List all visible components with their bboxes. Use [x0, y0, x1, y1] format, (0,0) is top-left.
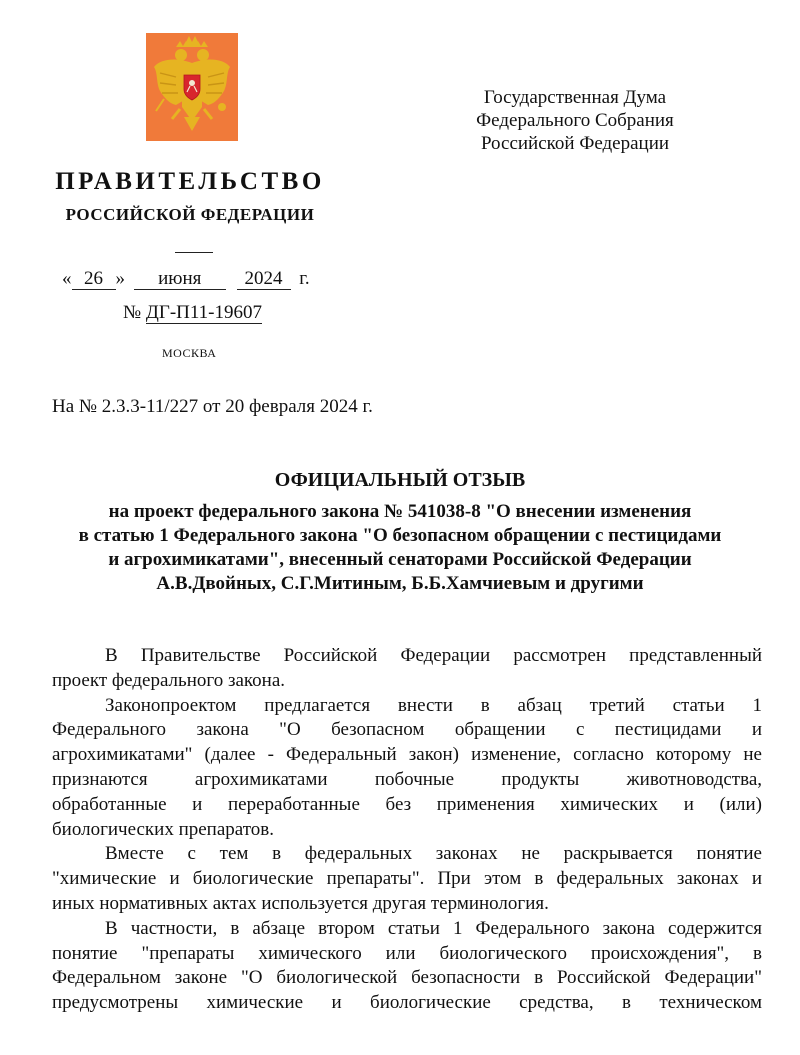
document-date — [62, 268, 310, 290]
body-line: Федерального закона "О безопасном обращении с пестицидами и — [52, 719, 762, 741]
reference-line: На № 2.3.3-11/227 от 20 февраля 2024 г. — [52, 396, 373, 417]
addressee-block — [440, 86, 710, 155]
subtitle-line: на проект федерального закона № 541038-8 "О внесении изменения — [108, 501, 692, 522]
date-day: 26 — [72, 269, 116, 290]
body-line: Вместе с тем в федеральных законах не раскрывается понятие — [105, 843, 762, 865]
body-line: биологических препаратов. — [52, 818, 274, 840]
body-line: проект федерального закона. — [52, 669, 286, 691]
government-subtitle: РОССИЙСКОЙ ФЕДЕРАЦИИ — [65, 205, 315, 224]
document-subtitle — [40, 500, 760, 596]
date-suffix: г. — [299, 268, 310, 289]
subtitle-line: в статью 1 Федерального закона "О безопасном обращении с пестицидами — [78, 525, 722, 546]
body-line: признаются агрохимикатами побочные продукты животноводства, — [52, 768, 762, 790]
addressee-line: Федерального Собрания — [476, 110, 674, 131]
addressee-line: Государственная Дума — [483, 87, 667, 108]
body-text — [52, 644, 762, 1016]
reg-prefix: № — [123, 302, 142, 323]
body-line: предусмотрены химические и биологические средства, в техническом — [52, 992, 762, 1014]
body-line: обработанные и переработанные без применения химических и (или) — [52, 793, 762, 815]
government-title: ПРАВИТЕЛЬСТВО — [55, 168, 325, 195]
subtitle-line: и агрохимикатами", внесенный сенаторами Российской Федерации — [108, 549, 692, 570]
body-line: агрохимикатами" (далее - Федеральный закон) изменение, согласно которому не — [52, 744, 762, 766]
header-divider — [175, 252, 213, 253]
body-line: Федеральном законе "О биологической безопасности в Российской Федерации" — [52, 967, 762, 989]
date-month: июня — [134, 269, 226, 290]
reg-number-value: ДГ-П11-19607 — [145, 302, 263, 323]
body-line: Законопроектом предлагается внести в абзац третий статьи 1 — [105, 694, 762, 716]
body-line: "химические и биологические препараты". При этом в федеральных законах и — [52, 868, 762, 890]
body-line: В Правительстве Российской Федерации рассмотрен представленный — [105, 645, 762, 666]
date-year: 2024 — [237, 269, 291, 290]
registration-number — [123, 302, 262, 324]
date-open-quote: « — [62, 268, 72, 289]
city-label: МОСКВА — [162, 346, 217, 360]
coat-of-arms-icon — [146, 33, 238, 141]
subtitle-line: А.В.Двойных, С.Г.Митиным, Б.Б.Хамчиевым и другими — [156, 573, 644, 594]
date-close-quote: » — [115, 268, 125, 289]
addressee-line: Российской Федерации — [480, 133, 670, 154]
document-title: ОФИЦИАЛЬНЫЙ ОТЗЫВ — [274, 469, 526, 491]
body-line: понятие "препараты химического или биологического происхождения", в — [52, 942, 762, 964]
body-line: В частности, в абзаце втором статьи 1 Федерального закона содержится — [105, 917, 762, 939]
body-line: иных нормативных актах используется другая терминология. — [52, 892, 549, 914]
